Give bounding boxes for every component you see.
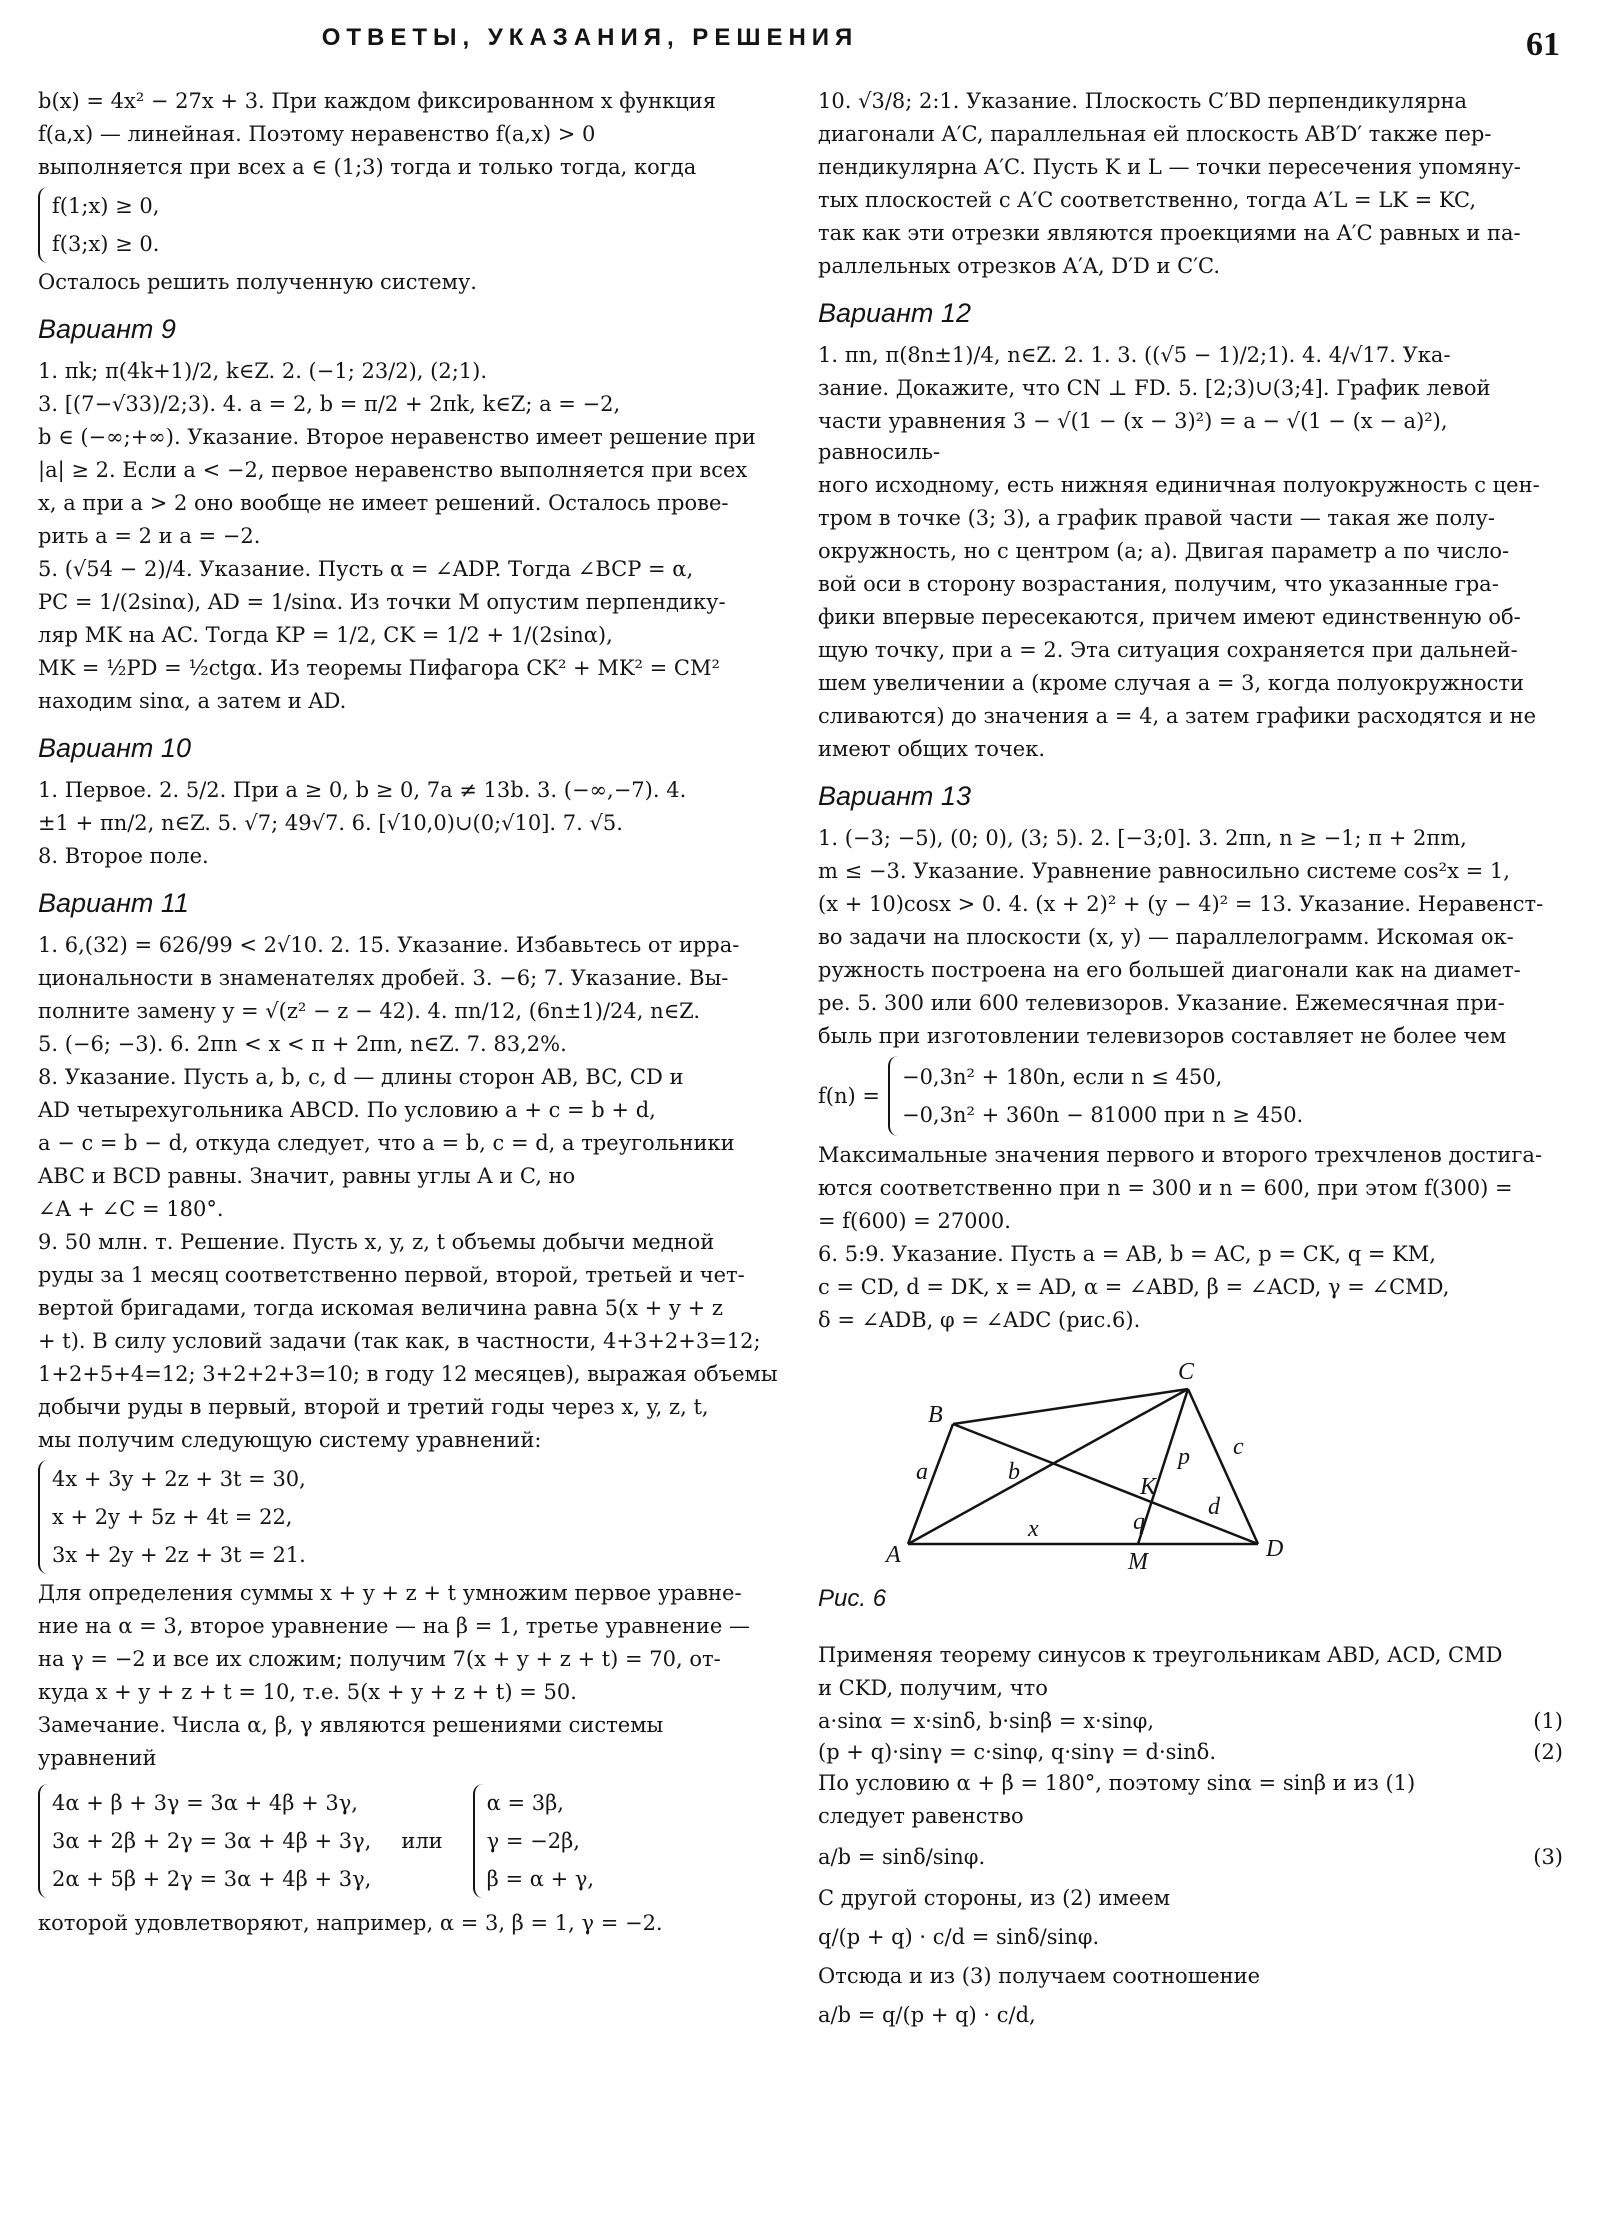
text-line: c = CD, d = DK, x = AD, α = ∠ABD, β = ∠ACD, γ = ∠CMD, [818,1275,1450,1299]
label-b-side: b [1008,1459,1020,1485]
text-line: 10. √3/8; 2:1. Указание. Плоскость C′BD перпендикулярна [818,89,1468,113]
label-d-side: d [1208,1494,1220,1520]
text-line: 1+2+5+4=12; 3+2+2+3=10; в году 12 месяцев), выражая объемы [38,1362,778,1386]
equation-5: a/b = q/(p + q) · c/d, [818,2003,1036,2027]
text-line: вертой бригадами, тогда искомая величина равна 5(x + y + z [38,1296,723,1320]
equation-2 [818,1737,1563,1768]
text-line: Для определения суммы x + y + z + t умножим первое уравне- [38,1581,742,1605]
text-line: 8. Второе поле. [38,844,209,868]
text-line: во задачи на плоскости (x, y) — параллелограмм. Искомая ок- [818,925,1514,949]
label-a-vertex: A [886,1542,901,1568]
text-line: быль при изготовлении телевизоров составляет не более чем [818,1024,1507,1048]
text-line: циональности в знаменателях дробей. 3. −6; 7. Указание. Вы- [38,966,729,990]
piecewise-function [818,1056,1563,1136]
text-line: 1. (−3; −5), (0; 0), (3; 5). 2. [−3;0]. 3. 2πn, n ≥ −1; π + 2πm, [818,826,1467,850]
text-line: пендикулярна A′C. Пусть K и L — точки пересечения упомяну- [818,155,1521,179]
system-line: 4α + β + 3γ = 3α + 4β + 3γ, [52,1791,358,1815]
text-line: которой удовлетворяют, например, α = 3, β = 1, γ = −2. [38,1911,663,1935]
text-line: 1. πk; π(4k+1)/2, k∈Z. 2. (−1; 23/2), (2;1). [38,359,488,383]
text-line: 5. (√54 − 2)/4. Указание. Пусть α = ∠ADP. Тогда ∠BCP = α, [38,557,694,581]
left-column [38,86,783,1941]
text-line: выполняется при всех a ∈ (1;3) тогда и только тогда, когда [38,155,697,179]
text-line: + t). В силу условий задачи (так как, в частности, 4+3+2+3=12; [38,1329,761,1353]
label-b-vertex: B [928,1402,943,1428]
system-line: f(1;x) ≥ 0, [52,194,160,218]
brace [888,1056,898,1136]
text-line: так как эти отрезки являются проекциями на A′C равных и па- [818,221,1521,245]
variant-13-heading: Вариант 13 [818,781,971,811]
side-ab [908,1424,953,1544]
brace [38,1460,48,1574]
system-line: x + 2y + 5z + 4t = 22, [52,1505,293,1529]
text-line: находим sinα, а затем и AD. [38,689,347,713]
text-line: PC = 1/(2sinα), AD = 1/sinα. Из точки M опустим перпендику- [38,590,726,614]
system-line: α = 3β, [486,1791,564,1815]
system-line: β = α + γ, [486,1867,595,1891]
label-x-side: x [1028,1516,1039,1542]
text-line: a − c = b − d, откуда следует, что a = b, c = d, а треугольники [38,1131,735,1155]
text-line: Максимальные значения первого и второго трехчленов достига- [818,1143,1543,1167]
system-line: 2α + 5β + 2γ = 3α + 4β + 3γ, [52,1867,372,1891]
label-c-side: c [1233,1434,1244,1460]
or-word: или [401,1828,443,1853]
text-line: δ = ∠ADB, φ = ∠ADC (рис.6). [818,1308,1141,1332]
text-line: AD четырехугольника ABCD. По условию a + c = b + d, [38,1098,656,1122]
condition-system [38,187,783,263]
equation-number: (3) [1533,1845,1563,1869]
label-q-segment: q [1133,1509,1145,1535]
label-m-point: M [1128,1549,1148,1574]
text-line: |a| ≥ 2. Если a < −2, первое неравенство выполняется при всех [38,458,748,482]
text-line: 6. 5:9. Указание. Пусть a = AB, b = AC, p = CK, q = KM, [818,1242,1436,1266]
case-line: −0,3n² + 360n − 81000 при n ≥ 450. [901,1103,1304,1127]
text-line: и CKD, получим, что [818,1676,1048,1700]
text-line: x, а при a > 2 оно вообще не имеет решений. Осталось прове- [38,491,729,515]
text-line: шем увеличении a (кроме случая a = 3, когда полуокружности [818,671,1525,695]
page-number: 61 [1526,26,1560,63]
text-line: рить a = 2 и a = −2. [38,524,261,548]
text-line: добычи руды в первый, второй и третий годы через x, y, z, t, [38,1395,709,1419]
text-line: f(a,x) — линейная. Поэтому неравенство f(a,x) > 0 [38,122,596,146]
brace [473,1784,483,1898]
equation-number: (1) [1533,1709,1563,1733]
equation-body: (p + q)·sinγ = c·sinφ, q·sinγ = d·sinδ. [818,1740,1217,1764]
text-line: куда x + y + z + t = 10, т.е. 5(x + y + z + t) = 50. [38,1680,577,1704]
text-line: С другой стороны, из (2) имеем [818,1886,1171,1910]
text-line: Отсюда и из (3) получаем соотношение [818,1964,1261,1988]
label-c-vertex: C [1178,1359,1195,1385]
text-line: 9. 50 млн. т. Решение. Пусть x, y, z, t объемы добычи медной [38,1230,715,1254]
text-line: b ∈ (−∞;+∞). Указание. Второе неравенство имеет решение при [38,425,756,449]
brace [38,187,48,263]
text-line: (x + 10)cosx > 0. 4. (x + 2)² + (y − 4)² = 13. Указание. Неравенст- [818,892,1544,916]
text-line: 5. (−6; −3). 6. 2πn < x < π + 2πn, n∈Z. 7. 83,2%. [38,1032,567,1056]
side-bc [953,1389,1188,1424]
equation-number: (2) [1533,1740,1563,1764]
label-a-side: a [916,1459,928,1485]
text-line: зание. Докажите, что CN ⊥ FD. 5. [2;3)∪(3;4]. График левой [818,376,1491,400]
text-line: ного исходному, есть нижняя единичная полуокружность с цен- [818,473,1540,497]
figure-6 [878,1344,1563,1583]
text-line: тых плоскостей с A′C соответственно, тогда A′L = LK = KC, [818,188,1477,212]
text-line: m ≤ −3. Указание. Уравнение равносильно системе cos²x = 1, [818,859,1510,883]
text-line: По условию α + β = 180°, поэтому sinα = sinβ и из (1) [818,1771,1416,1795]
text-line: b(x) = 4x² − 27x + 3. При каждом фиксированном x функция [38,89,716,113]
equation-body: a/b = sinδ/sinφ. [818,1845,986,1869]
equation-1 [818,1706,1563,1737]
text-line: Замечание. Числа α, β, γ являются решениями системы [38,1713,664,1737]
text-line: 8. Указание. Пусть a, b, c, d — длины сторон AB, BC, CD и [38,1065,684,1089]
variant-9-heading: Вариант 9 [38,314,176,344]
text-line: руды за 1 месяц соответственно первой, второй, третьей и чет- [38,1263,745,1287]
text-line: полните замену y = √(z² − z − 42). 4. πn/12, (6n±1)/24, n∈Z. [38,999,701,1023]
equation-body: a·sinα = x·sinδ, b·sinβ = x·sinφ, [818,1709,1155,1733]
text-line: = f(600) = 27000. [818,1209,1011,1233]
text-line: 3. [(7−√33)/2;3). 4. a = 2, b = π/2 + 2πk, k∈Z; a = −2, [38,392,621,416]
function-label: f(n) = [818,1083,880,1108]
text-line: ются соответственно при n = 300 и n = 600, при этом f(300) = [818,1176,1513,1200]
text-line: 1. πn, π(8n±1)/4, n∈Z. 2. 1. 3. ((√5 − 1)/2;1). 4. 4/√17. Ука- [818,343,1451,367]
text-line: ляр MK на AC. Тогда KP = 1/2, CK = 1/2 + 1/(2sinα), [38,623,613,647]
text-line: имеют общих точек. [818,737,1046,761]
system-line: f(3;x) ≥ 0. [52,232,160,256]
variant-10-heading: Вариант 10 [38,733,191,763]
system-line: 4x + 3y + 2z + 3t = 30, [52,1467,306,1491]
text-line: тром в точке (3; 3), а график правой части — такая же полу- [818,506,1495,530]
text-line: диагонали A′C, параллельная ей плоскость AB′D′ также пер- [818,122,1492,146]
text-line: щую точку, при a = 2. Эта ситуация сохраняется при дальней- [818,638,1518,662]
text-line: части уравнения 3 − √(1 − (x − 3)²) = a − √(1 − (x − a)²), равносиль- [818,409,1448,464]
running-header: ОТВЕТЫ, УКАЗАНИЯ, РЕШЕНИЯ [321,24,859,51]
text-line: фики впервые пересекаются, причем имеют единственную об- [818,605,1521,629]
system-line: γ = −2β, [486,1829,580,1853]
coefficient-systems [38,1780,783,1902]
equation-4: q/(p + q) · c/d = sinδ/sinφ. [818,1925,1100,1949]
brace [38,1784,48,1898]
text-line: ABC и BCD равны. Значит, равны углы A и C, но [38,1164,576,1188]
text-line: раллельных отрезков A′A, D′D и C′C. [818,254,1220,278]
text-line: следует равенство [818,1804,1024,1828]
figure-caption: Рис. 6 [818,1585,887,1612]
text-line: ружность построена на его большей диагонали как на диамет- [818,958,1521,982]
text-line: уравнений [38,1746,157,1770]
text-line: на γ = −2 и все их сложим; получим 7(x + y + z + t) = 70, от- [38,1647,721,1671]
equation-3 [818,1842,1563,1873]
text-line: 1. Первое. 2. 5/2. При a ≥ 0, b ≥ 0, 7a ≠ 13b. 3. (−∞,−7). 4. [38,778,687,802]
right-column [818,86,1563,2033]
text-line: MK = ½PD = ½ctgα. Из теоремы Пифагора CK² + MK² = CM² [38,656,720,680]
text-line: ∠A + ∠C = 180°. [38,1197,224,1221]
text-line: сливаются) до значения a = 4, а затем графики расходятся и не [818,704,1537,728]
quadrilateral-diagram [878,1344,1298,1574]
text-line: Осталось решить полученную систему. [38,270,477,294]
label-d-vertex: D [1266,1536,1284,1562]
system-line: 3x + 2y + 2z + 3t = 21. [52,1543,306,1567]
equation-system [38,1460,783,1574]
label-k-point: K [1140,1474,1157,1500]
text-line: вой оси в сторону возрастания, получим, что указанные гра- [818,572,1499,596]
system-line: 3α + 2β + 2γ = 3α + 4β + 3γ, [52,1829,372,1853]
case-line: −0,3n² + 180n, если n ≤ 450, [901,1065,1223,1089]
variant-12-heading: Вариант 12 [818,298,971,328]
text-line: 1. 6,(32) = 626/99 < 2√10. 2. 15. Указание. Избавьтесь от ирра- [38,933,740,957]
text-line: Применяя теорему синусов к треугольникам ABD, ACD, CMD [818,1643,1503,1667]
label-p-segment: p [1178,1444,1190,1470]
text-line: окружность, но с центром (a; a). Двигая параметр a по число- [818,539,1510,563]
text-line: ре. 5. 300 или 600 телевизоров. Указание. Ежемесячная при- [818,991,1505,1015]
text-line: ±1 + πn/2, n∈Z. 5. √7; 49√7. 6. [√10,0)∪(0;√10]. 7. √5. [38,811,623,835]
coefficient-system-b [473,1784,594,1898]
text-line: ние на α = 3, второе уравнение — на β = 1, третье уравнение — [38,1614,751,1638]
text-line: мы получим следующую систему уравнений: [38,1428,542,1452]
coefficient-system-a [38,1784,371,1898]
variant-11-heading: Вариант 11 [38,888,189,918]
